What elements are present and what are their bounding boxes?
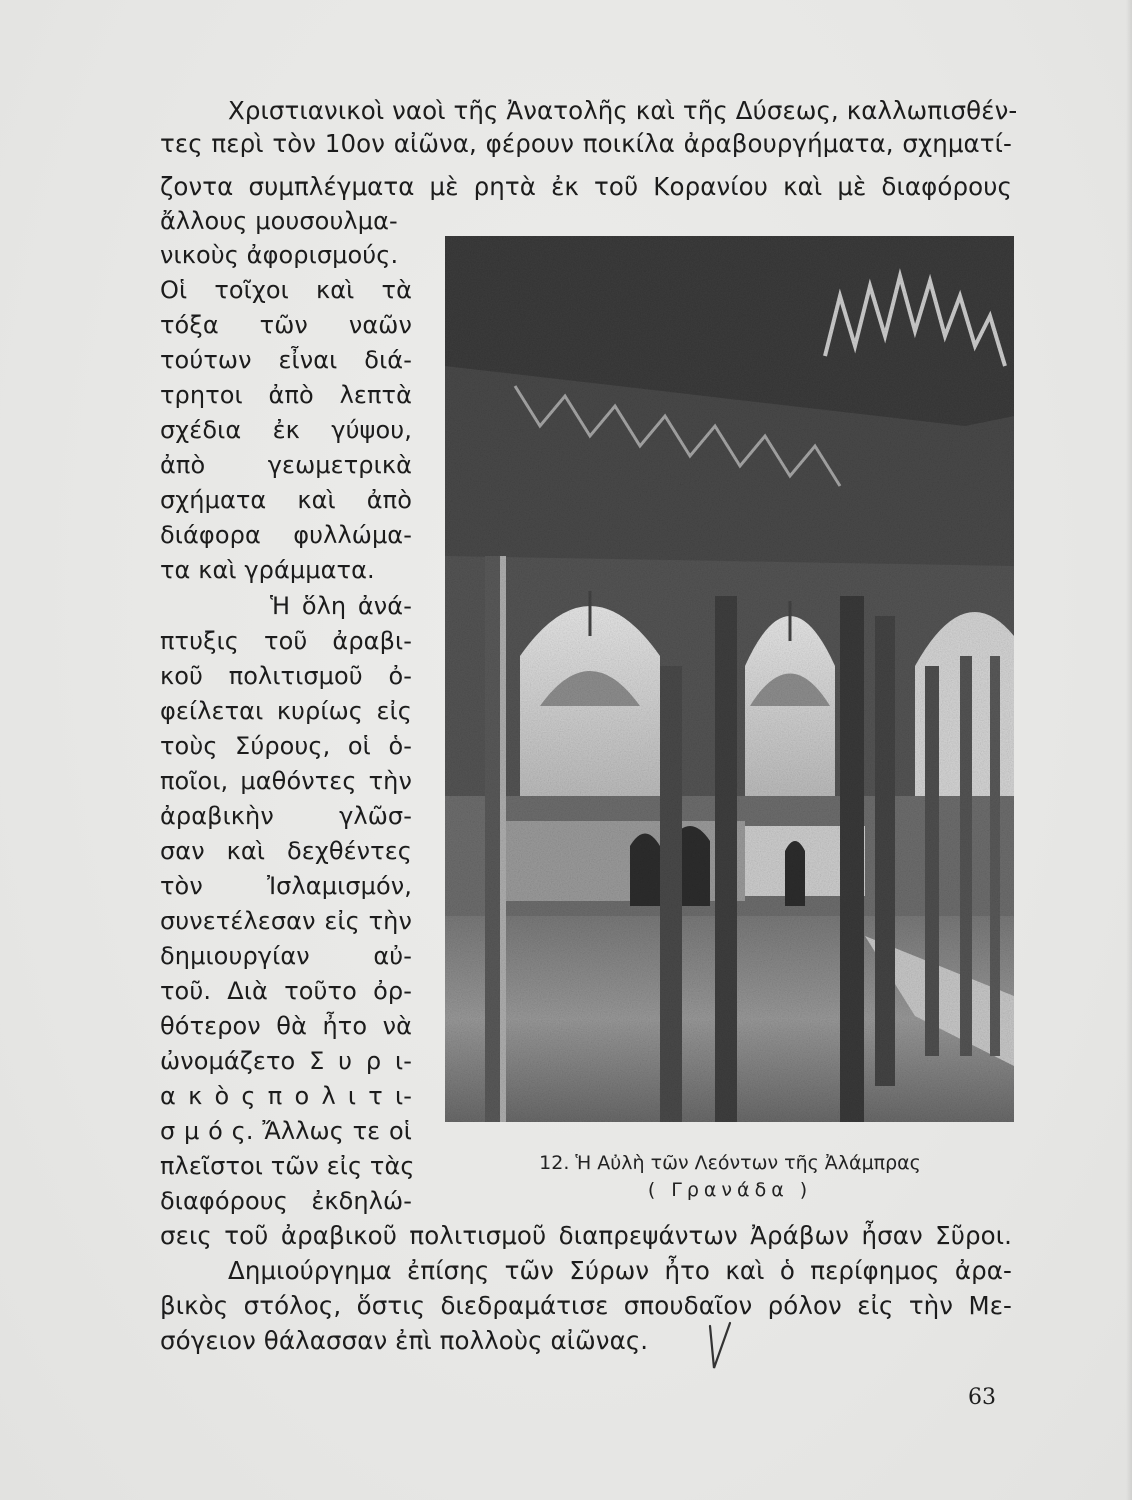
paragraph-1-col-line-5: τούτων εἶναι διά-	[160, 346, 412, 374]
paragraph-2-line-final: σεις τοῦ ἀραβικοῦ πολιτισμοῦ διαπρεψάντων Ἀράβων ἦσαν Σῦροι.	[160, 1221, 1012, 1250]
paragraph-1-col-line-7: σχέδια ἐκ γύψου,	[160, 416, 412, 444]
page-edge-shadow	[1126, 0, 1132, 1500]
paragraph-2-col-line-15: α κ ὸ ς π ο λ ι τ ι-	[160, 1082, 412, 1110]
paragraph-2-col-line-6: ποῖοι, μαθόντες τὴν	[160, 767, 412, 795]
paragraph-2-col-line-2: πτυξις τοῦ ἀραβι-	[160, 627, 412, 655]
paragraph-2-col-line-1: Ἡ ὅλη ἀνά-	[270, 592, 412, 620]
paragraph-1-line-3: ζοντα συμπλέγματα μὲ ρητὰ ἐκ τοῦ Κορανίου καὶ μὲ διαφόρους	[160, 172, 1012, 201]
paragraph-2-col-line-8: σαν καὶ δεχθέντες	[160, 837, 412, 865]
photo-illustration	[445, 236, 1014, 1122]
paragraph-1-col-line-8: ἀπὸ γεωμετρικὰ	[160, 451, 412, 479]
paragraph-1-col-line-11: τα καὶ γράμματα.	[160, 556, 375, 584]
paragraph-2-col-line-5: τοὺς Σύρους, οἱ ὁ-	[160, 732, 412, 760]
paragraph-2-col-line-13: θότερον θὰ ἦτο νὰ	[160, 1012, 412, 1040]
pencil-mark-icon	[700, 1318, 740, 1378]
paragraph-1-col-line-9: σχήματα καὶ ἀπὸ	[160, 486, 412, 514]
paragraph-2-col-line-10: συνετέλεσαν εἰς τὴν	[160, 907, 412, 935]
paragraph-3-line-1: Δημιούργημα ἐπίσης τῶν Σύρων ἦτο καὶ ὁ περίφημος ἀρα-	[228, 1256, 1012, 1285]
paragraph-2-col-line-17: πλεῖστοι τῶν εἰς τὰς	[160, 1152, 415, 1180]
paragraph-2-col-line-11: δημιουργίαν αὐ-	[160, 942, 412, 970]
paragraph-3-line-2: βικὸς στόλος, ὅστις διεδραμάτισε σπουδαῖον ρόλον εἰς τὴν Με-	[160, 1291, 1012, 1320]
paragraph-1-col-line-3: Οἱ τοῖχοι καὶ τὰ	[160, 276, 412, 304]
paragraph-2-col-line-12: τοῦ. Διὰ τοῦτο ὀρ-	[160, 977, 412, 1005]
paragraph-2-col-line-3: κοῦ πολιτισμοῦ ὀ-	[160, 662, 412, 690]
paragraph-2-col-line-9: τὸν Ἰσλαμισμόν,	[160, 872, 412, 900]
page-number: 63	[968, 1385, 996, 1410]
paragraph-2-col-line-18: διαφόρους ἐκδηλώ-	[160, 1187, 412, 1215]
paragraph-1-col-line-10: διάφορα φυλλώμα-	[160, 521, 412, 549]
paragraph-1-line-1: Χριστιανικοὶ ναοὶ τῆς Ἀνατολῆς καὶ τῆς Δύσεως, καλλωπισθέν-	[228, 96, 1018, 125]
paragraph-1-col-line-1: ἄλλους μουσουλμα-	[160, 207, 398, 235]
paragraph-3-line-3: σόγειον θάλασσαν ἐπὶ πολλοὺς αἰῶνας.	[160, 1326, 649, 1355]
paragraph-1-col-line-4: τόξα τῶν ναῶν	[160, 311, 412, 339]
paragraph-2-col-line-4: φείλεται κυρίως εἰς	[160, 697, 412, 725]
figure-caption: 12. Ἡ Αὐλὴ τῶν Λεόντων τῆς Ἀλάμπρας	[539, 1152, 921, 1174]
paragraph-2-col-line-14: ὠνομάζετο Σ υ ρ ι-	[160, 1047, 412, 1075]
paragraph-1-col-line-2: νικοὺς ἀφορισμούς.	[160, 241, 399, 269]
paragraph-2-col-line-7: ἀραβικὴν γλῶσ-	[160, 802, 412, 830]
figure-photo-alhambra-court-of-lions	[445, 236, 1014, 1122]
paragraph-1-line-2: τες περὶ τὸν 10ον αἰῶνα, φέρουν ποικίλα ἀραβουργήματα, σχηματί-	[160, 129, 1012, 158]
figure-caption-location: ( Γρανάδα )	[647, 1179, 813, 1201]
paragraph-2-col-line-16: σ μ ό ς. Ἄλλως τε οἱ	[160, 1117, 412, 1145]
paragraph-1-col-line-6: τρητοι ἀπὸ λεπτὰ	[160, 381, 412, 409]
